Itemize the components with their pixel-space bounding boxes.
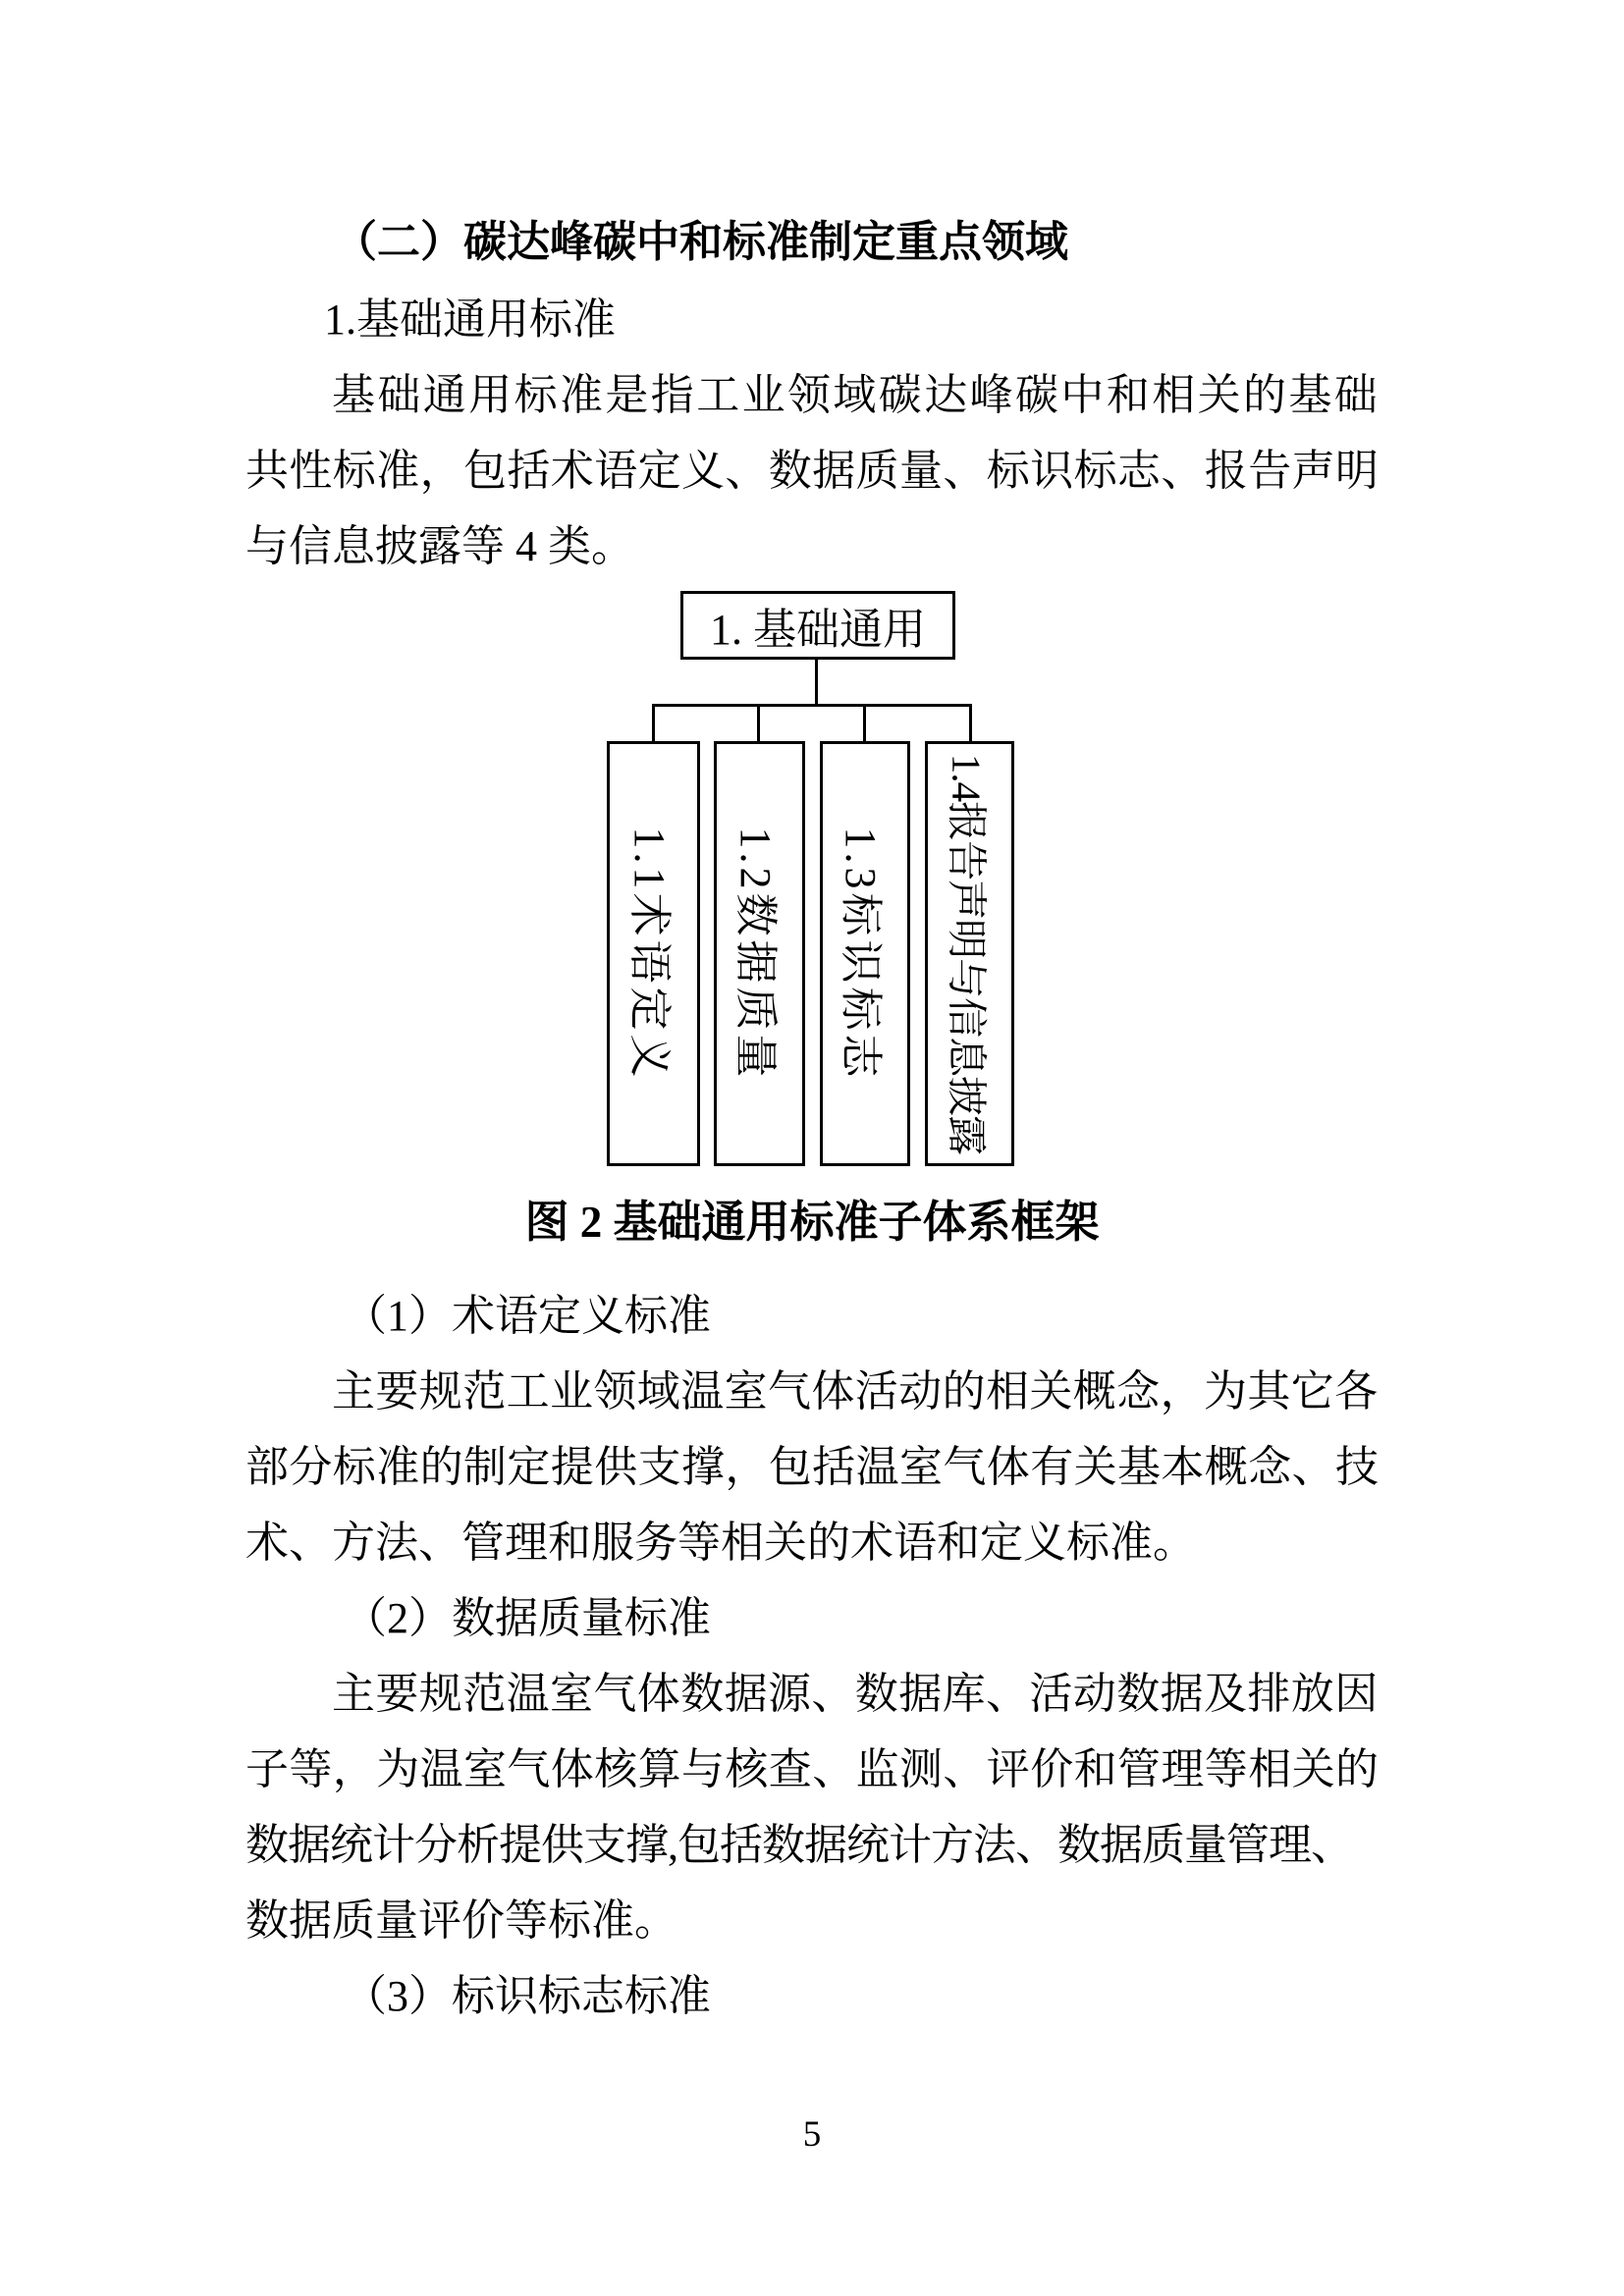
leaf-node-1-label: 1.1术语定义 [624,827,674,1081]
leaf-node-4-label: 1.4报告声明与信息披露 [944,753,989,1154]
item2-heading: （2）数据质量标准 [344,1594,711,1642]
root-node-label: 1. 基础通用 [710,606,926,654]
page-number: 5 [802,2114,822,2155]
connector-stub-1 [652,707,655,741]
connector-stub-3 [863,707,866,741]
paragraph-line: 部分标准的制定提供支撑，包括温室气体有关基本概念、技 [245,1443,1380,1491]
section-heading: （二）碳达峰碳中和标准制定重点领域 [334,218,1068,266]
connector-horizontal [652,704,972,707]
org-chart-leaf-node-2 [714,741,805,1166]
paragraph-line: 主要规范温室气体数据源、数据库、活动数据及排放因 [332,1670,1379,1718]
paragraph-line: 数据统计分析提供支撑,包括数据统计方法、数据质量管理、 [245,1821,1353,1869]
leaf-node-3-label: 1.3标识标志 [837,827,885,1081]
org-chart-root-node [680,591,955,660]
paragraph-line: 数据质量评价等标准。 [245,1896,677,1945]
paragraph-line: 主要规范工业领域温室气体活动的相关概念，为其它各 [332,1367,1379,1415]
leaf-node-2-label: 1.2数据质量 [731,827,780,1081]
paragraph-line: 术、方法、管理和服务等相关的术语和定义标准。 [245,1519,1196,1567]
org-chart-leaf-node-4 [925,741,1014,1166]
connector-stub-4 [969,707,972,741]
item1-heading: （1）术语定义标准 [344,1292,711,1340]
connector-root-vertical [815,660,818,704]
item3-heading: （3）标识标志标准 [344,1972,711,2020]
paragraph-line: 与信息披露等 4 类。 [245,522,634,570]
connector-stub-2 [757,707,760,741]
org-chart-leaf-node-3 [820,741,910,1166]
paragraph-line: 基础通用标准是指工业领域碳达峰碳中和相关的基础 [332,371,1380,419]
org-chart-leaf-node-1 [607,741,700,1166]
figure-caption: 图 2 基础通用标准子体系框架 [524,1198,1100,1247]
paragraph-line: 子等，为温室气体核算与核查、监测、评价和管理等相关的 [245,1745,1380,1793]
paragraph-line: 共性标准，包括术语定义、数据质量、标识标志、报告声明 [245,447,1380,495]
subsection-heading: 1.基础通用标准 [324,295,616,344]
